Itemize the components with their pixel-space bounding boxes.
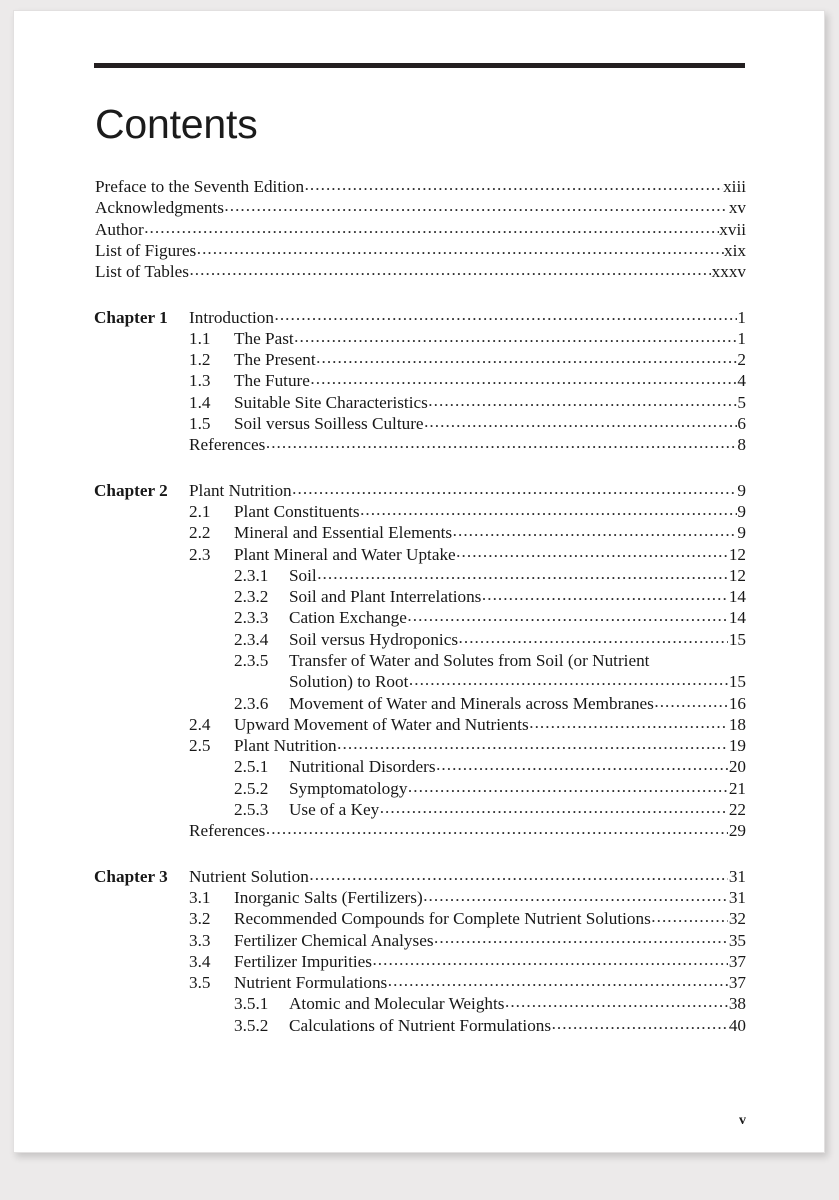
toc-entry-page-number: 8 xyxy=(737,435,746,455)
section-number: 3.1 xyxy=(189,887,211,907)
page-title: Contents xyxy=(95,101,258,147)
dot-leader xyxy=(317,563,728,584)
dot-leader xyxy=(434,927,728,948)
document-page xyxy=(13,10,825,1153)
toc-entry-title: Movement of Water and Minerals across Membranes xyxy=(289,693,654,713)
toc-entry-subsection[interactable] xyxy=(94,586,746,607)
toc-entry-title: References xyxy=(189,435,266,455)
toc-entry-page-number: 9 xyxy=(737,501,746,521)
toc-entry-title: Preface to the Seventh Edition xyxy=(95,177,305,197)
dot-leader xyxy=(428,390,737,411)
toc-entry-subsection[interactable] xyxy=(94,778,746,799)
section-number: 1.4 xyxy=(189,392,211,412)
toc-entry-title: Atomic and Molecular Weights xyxy=(289,994,505,1014)
toc-entry-title: Acknowledgments xyxy=(95,198,224,218)
toc-entry-section[interactable] xyxy=(94,392,746,413)
toc-entry-page-number: 4 xyxy=(737,371,746,391)
toc-entry-page-number: 37 xyxy=(728,973,746,993)
chapter-label: Chapter 3 xyxy=(94,866,168,886)
toc-entry-title: Mineral and Essential Elements xyxy=(234,523,453,543)
section-number: 2.4 xyxy=(189,714,211,734)
toc-entry-section-wrapped-line1[interactable] xyxy=(94,650,746,671)
toc-entry-title: References xyxy=(189,821,266,841)
toc-entry-chapter[interactable] xyxy=(94,307,746,328)
section-number: 1.5 xyxy=(189,414,211,434)
toc-entry-title: Upward Movement of Water and Nutrients xyxy=(234,714,529,734)
toc-entry-page-number: xxxv xyxy=(711,262,746,282)
toc-entry-section[interactable] xyxy=(94,370,746,391)
toc-entry-page-number: 1 xyxy=(737,328,746,348)
toc-entry-title: Recommended Compounds for Complete Nutrient Solutions xyxy=(234,909,651,929)
toc-entry-subsection[interactable] xyxy=(94,607,746,628)
toc-entry-page-number: 32 xyxy=(728,909,746,929)
section-number: 3.5.2 xyxy=(234,1015,269,1035)
section-number: 3.3 xyxy=(189,930,211,950)
toc-entry-title: List of Figures xyxy=(95,240,197,260)
toc-entry-front-matter[interactable] xyxy=(94,261,746,282)
toc-entry-front-matter[interactable] xyxy=(94,219,746,240)
section-number: 2.3.6 xyxy=(234,693,269,713)
toc-entry-front-matter[interactable] xyxy=(94,176,746,197)
toc-entry-title: Author xyxy=(95,219,144,239)
toc-entry-title: Introduction xyxy=(189,307,274,327)
toc-entry-title: Fertilizer Impurities xyxy=(234,951,372,971)
toc-entry-section[interactable] xyxy=(94,714,746,735)
toc-entry-page-number: 21 xyxy=(728,778,746,798)
toc-entry-title: Suitable Site Characteristics xyxy=(234,392,428,412)
chapter-label: Chapter 2 xyxy=(94,480,168,500)
toc-entry-title: List of Tables xyxy=(95,262,189,282)
toc-entry-section[interactable] xyxy=(94,328,746,349)
toc-entry-subsection[interactable] xyxy=(94,565,746,586)
toc-entry-front-matter[interactable] xyxy=(94,197,746,218)
toc-entry-subsection[interactable] xyxy=(94,799,746,820)
toc-entry-page-number: xv xyxy=(728,198,746,218)
toc-entry-references[interactable] xyxy=(94,820,746,841)
toc-entry-title: Soil versus Soilless Culture xyxy=(234,414,424,434)
dot-leader xyxy=(266,818,728,839)
toc-entry-page-number: 20 xyxy=(728,757,746,777)
dot-leader xyxy=(459,627,729,648)
toc-entry-title: Plant Nutrition xyxy=(189,480,292,500)
toc-entry-page-number: 15 xyxy=(728,672,746,692)
dot-leader xyxy=(408,776,728,797)
toc-entry-chapter[interactable] xyxy=(94,866,746,887)
dot-leader xyxy=(372,949,728,970)
toc-entry-section[interactable] xyxy=(94,522,746,543)
section-number: 3.5 xyxy=(189,973,211,993)
dot-leader xyxy=(380,797,729,818)
section-number: 2.5.2 xyxy=(234,778,269,798)
toc-entry-section[interactable] xyxy=(94,349,746,370)
dot-leader xyxy=(274,304,736,325)
section-number: 2.2 xyxy=(189,523,211,543)
toc-entry-section[interactable] xyxy=(94,413,746,434)
section-number: 2.1 xyxy=(189,501,211,521)
toc-entry-page-number: 9 xyxy=(737,480,746,500)
header-rule xyxy=(94,63,745,68)
toc-entry-title: Calculations of Nutrient Formulations xyxy=(289,1015,552,1035)
toc-entry-subsection[interactable] xyxy=(94,1015,746,1036)
toc-entry-title: The Present xyxy=(234,350,316,370)
toc-chapter-block xyxy=(94,307,746,456)
toc-entry-section[interactable] xyxy=(94,501,746,522)
dot-leader xyxy=(654,691,728,712)
toc-entry-title: Fertilizer Chemical Analyses xyxy=(234,930,434,950)
toc-entry-page-number: 12 xyxy=(728,565,746,585)
toc-chapter-block xyxy=(94,866,746,1036)
toc-entry-title: Cation Exchange xyxy=(289,608,407,628)
toc-chapter-block xyxy=(94,480,746,842)
toc-entry-title: Soil versus Hydroponics xyxy=(289,629,459,649)
toc-entry-page-number: 12 xyxy=(728,544,746,564)
section-number: 2.3.1 xyxy=(234,565,269,585)
dot-leader xyxy=(424,411,737,432)
dot-leader xyxy=(144,217,719,238)
toc-entry-title: Use of a Key xyxy=(289,800,380,820)
toc-entry-title: Plant Mineral and Water Uptake xyxy=(234,544,456,564)
toc-entry-page-number: 5 xyxy=(737,392,746,412)
toc-entry-chapter[interactable] xyxy=(94,480,746,501)
toc-entry-front-matter[interactable] xyxy=(94,240,746,261)
toc-entry-page-number: 38 xyxy=(728,994,746,1014)
toc-entry-title: Nutrient Solution xyxy=(189,866,309,886)
toc-entry-section[interactable] xyxy=(94,735,746,756)
toc-entry-page-number: 35 xyxy=(728,930,746,950)
toc-entry-page-number: 14 xyxy=(728,587,746,607)
section-number: 2.5 xyxy=(189,736,211,756)
dot-leader xyxy=(388,970,729,991)
section-number: 2.3.5 xyxy=(234,650,269,670)
section-number: 2.5.3 xyxy=(234,800,269,820)
toc-entry-title: The Future xyxy=(234,371,310,391)
toc-entry-page-number: 22 xyxy=(728,800,746,820)
toc-entry-title: Nutrient Formulations xyxy=(234,973,388,993)
chapter-label: Chapter 1 xyxy=(94,307,168,327)
toc-entry-page-number: 9 xyxy=(737,523,746,543)
dot-leader xyxy=(436,754,728,775)
dot-leader xyxy=(266,432,737,453)
section-number: 3.2 xyxy=(189,909,211,929)
toc-entry-page-number: 40 xyxy=(728,1015,746,1035)
footer-page-number: v xyxy=(739,1113,746,1128)
toc-entry-title: Symptomatology xyxy=(289,778,408,798)
dot-leader xyxy=(360,499,737,520)
section-number: 3.5.1 xyxy=(234,994,269,1014)
toc-entry-references[interactable] xyxy=(94,434,746,455)
dot-leader xyxy=(651,906,728,927)
section-number: 2.5.1 xyxy=(234,757,269,777)
dot-leader xyxy=(305,174,723,195)
toc-entry-subsection[interactable] xyxy=(94,629,746,650)
toc-entry-page-number: 1 xyxy=(737,307,746,327)
toc-entry-page-number: 37 xyxy=(728,951,746,971)
toc-entry-section[interactable] xyxy=(94,951,746,972)
toc-entry-title: Soil and Plant Interrelations xyxy=(289,587,482,607)
dot-leader xyxy=(224,195,728,216)
toc-entry-subsection[interactable] xyxy=(94,693,746,714)
toc-entry-page-number: 15 xyxy=(728,629,746,649)
toc-entry-page-number: 16 xyxy=(728,693,746,713)
section-number: 3.4 xyxy=(189,951,211,971)
dot-leader xyxy=(294,326,737,347)
dot-leader xyxy=(453,520,737,541)
toc-entry-title: Plant Nutrition xyxy=(234,736,337,756)
dot-leader xyxy=(292,478,737,499)
dot-leader xyxy=(316,347,737,368)
toc-entry-subsection[interactable] xyxy=(94,993,746,1014)
page-content xyxy=(94,63,746,1036)
toc-entry-title: Inorganic Salts (Fertilizers) xyxy=(234,887,423,907)
dot-leader xyxy=(409,669,728,690)
dot-leader xyxy=(309,864,728,885)
toc-entry-page-number: xiii xyxy=(723,177,746,197)
toc-entry-page-number: 19 xyxy=(728,736,746,756)
dot-leader xyxy=(197,238,724,259)
toc-entry-page-number: 29 xyxy=(728,821,746,841)
toc-entry-section[interactable] xyxy=(94,972,746,993)
toc-entry-page-number: 2 xyxy=(737,350,746,370)
dot-leader xyxy=(189,259,711,280)
toc-entry-page-number: 31 xyxy=(728,866,746,886)
table-of-contents xyxy=(94,176,746,1036)
toc-entry-page-number: xvii xyxy=(719,219,746,239)
dot-leader xyxy=(456,541,728,562)
toc-entry-page-number: xix xyxy=(724,240,746,260)
toc-entry-page-number: 18 xyxy=(728,714,746,734)
section-number: 2.3.3 xyxy=(234,608,269,628)
toc-entry-page-number: 6 xyxy=(737,414,746,434)
toc-entry-section-wrapped-line2[interactable] xyxy=(289,671,746,692)
dot-leader xyxy=(482,584,728,605)
toc-entry-title-continued: Solution) to Root xyxy=(289,672,409,692)
toc-entry-title: Soil xyxy=(289,565,317,585)
toc-entry-title: Nutritional Disorders xyxy=(289,757,436,777)
dot-leader xyxy=(505,991,728,1012)
toc-entry-section[interactable] xyxy=(94,930,746,951)
section-number: 2.3.4 xyxy=(234,629,269,649)
dot-leader xyxy=(529,712,728,733)
section-number: 1.2 xyxy=(189,350,211,370)
section-number: 2.3 xyxy=(189,544,211,564)
toc-entry-subsection[interactable] xyxy=(94,756,746,777)
dot-leader xyxy=(552,1013,729,1034)
toc-entry-page-number: 14 xyxy=(728,608,746,628)
dot-leader xyxy=(337,733,728,754)
toc-entry-section[interactable] xyxy=(94,544,746,565)
toc-entry-section[interactable] xyxy=(94,908,746,929)
toc-entry-title: Plant Constituents xyxy=(234,501,360,521)
dot-leader xyxy=(310,368,737,389)
toc-entry-section[interactable] xyxy=(94,887,746,908)
toc-entry-title: The Past xyxy=(234,328,294,348)
dot-leader xyxy=(423,885,728,906)
section-number: 1.1 xyxy=(189,328,211,348)
section-number: 1.3 xyxy=(189,371,211,391)
toc-entry-page-number: 31 xyxy=(728,887,746,907)
dot-leader xyxy=(407,605,728,626)
toc-entry-title: Transfer of Water and Solutes from Soil (or Nutrient xyxy=(289,650,650,670)
section-number: 2.3.2 xyxy=(234,587,269,607)
